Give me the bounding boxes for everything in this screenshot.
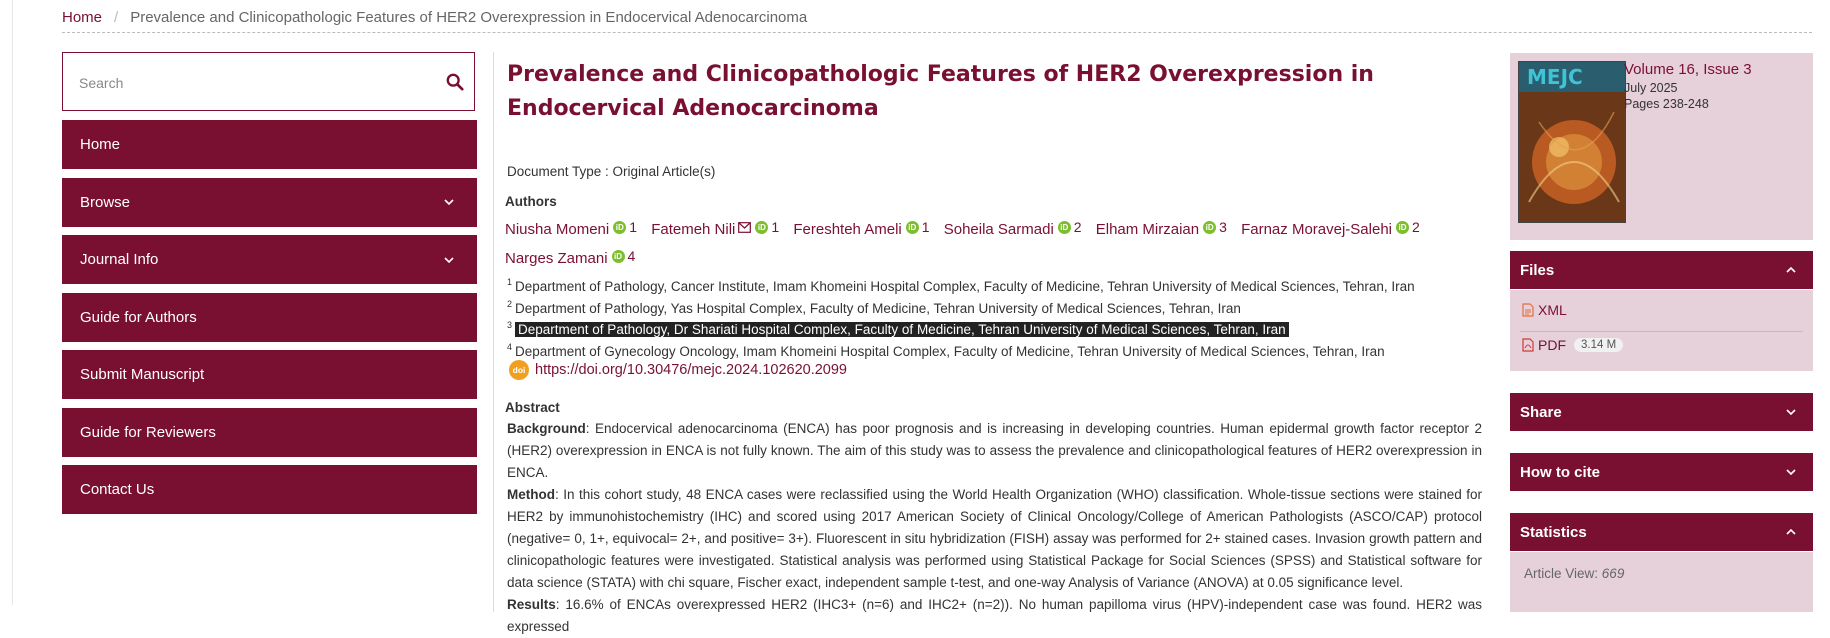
chevron-down-icon (1785, 406, 1797, 418)
file-label: PDF (1538, 337, 1566, 353)
sidebar-nav (62, 120, 477, 523)
issue-title-link[interactable]: Volume 16, Issue 3 (1624, 61, 1752, 78)
statistics-panel-body (1510, 552, 1813, 612)
affiliation-number: 4 (627, 248, 636, 264)
author-link[interactable]: Soheila Sarmadi (943, 221, 1054, 238)
file-pdf[interactable] (1522, 337, 1623, 353)
search-box (62, 52, 475, 111)
doi-icon: doi (509, 360, 529, 380)
issue-box (1510, 53, 1813, 240)
panel-title: How to cite (1520, 463, 1601, 481)
article-main (505, 52, 1482, 634)
statistics-panel-header[interactable] (1510, 513, 1813, 551)
orcid-icon[interactable]: iD (906, 221, 919, 234)
email-icon[interactable] (738, 222, 751, 233)
affiliation-number: 1 (507, 277, 513, 287)
search-input[interactable] (77, 69, 421, 97)
abstract-heading: Abstract (505, 400, 560, 415)
files-panel-header[interactable] (1510, 251, 1813, 289)
breadcrumb-separator: / (114, 8, 119, 26)
affiliation-item (507, 337, 1487, 359)
orcid-icon[interactable]: iD (1058, 221, 1071, 234)
author-list (505, 214, 1480, 272)
affiliation-number: 3 (1219, 219, 1227, 235)
breadcrumb-divider (62, 32, 1812, 33)
xml-file-icon (1522, 303, 1534, 317)
author-link[interactable]: Niusha Momeni (505, 221, 610, 238)
sidebar-item-label: Guide for Reviewers (80, 423, 216, 441)
document-type: Document Type : Original Article(s) (507, 164, 716, 179)
journal-cover-image[interactable] (1518, 61, 1626, 223)
author-link[interactable]: Narges Zamani (505, 250, 608, 267)
affiliation-number: 1 (921, 219, 930, 235)
orcid-icon[interactable]: iD (612, 250, 625, 263)
author-item (793, 221, 929, 238)
orcid-icon[interactable]: iD (1203, 221, 1216, 234)
sidebar-item-label: Journal Info (80, 251, 159, 268)
orcid-icon[interactable]: iD (613, 221, 626, 234)
abstract-method (507, 484, 1482, 594)
abstract-body (507, 418, 1482, 638)
sidebar-item-label: Contact Us (80, 481, 155, 498)
abstract-text: : Endocervical adenocarcinoma (ENCA) has poor prognosis and is increasing in developing countries. Human epidermal growth factor receptor 2 (HER2) overexpression in ENCA is not fully known. The aim of this study was to assess the prevalence and clinicopathological features of HER2 overexpression in ENCA. (507, 421, 1482, 480)
orcid-icon[interactable]: iD (1396, 221, 1409, 234)
chevron-down-icon (443, 254, 455, 266)
stat-value: 669 (1601, 566, 1625, 581)
abstract-text: : 16.6% of ENCAs overexpressed HER2 (IHC3+ (n=6) and IHC2+ (n=2)). No human papilloma virus (HPV)-independent case was found. HER2 was expressed (507, 597, 1482, 634)
issue-info (1624, 61, 1752, 111)
breadcrumb (62, 2, 1830, 32)
affiliation-item-selected (507, 315, 1487, 337)
affiliation-number: 1 (629, 219, 638, 235)
cover-artwork (1519, 62, 1625, 222)
file-label: XML (1538, 302, 1567, 318)
author-item (505, 250, 635, 267)
left-edge-strip (0, 0, 13, 605)
share-panel-header[interactable] (1510, 393, 1813, 431)
author-item (505, 221, 637, 238)
affiliation-number: 3 (507, 320, 513, 330)
chevron-down-icon (443, 196, 455, 208)
affiliation-text: Department of Pathology, Yas Hospital Complex, Faculty of Medicine, Tehran University of Medical Sciences, Tehran, Iran (515, 300, 1241, 316)
author-link[interactable]: Elham Mirzaian (1095, 221, 1200, 238)
issue-pages: Pages 238-248 (1624, 97, 1709, 111)
file-size-badge: 3.14 M (1574, 338, 1623, 352)
panel-title: Share (1520, 403, 1562, 421)
breadcrumb-current: Prevalence and Clinicopathologic Features of HER2 Overexpression in Endocervical Adenocarcinoma (130, 8, 808, 26)
issue-date: July 2025 (1624, 81, 1678, 95)
author-link[interactable]: Farnaz Moravej-Salehi (1241, 221, 1392, 238)
page-title: Prevalence and Clinicopathologic Features of HER2 Overexpression in Endocervical Adenocarcinoma (507, 62, 1374, 121)
column-divider (493, 52, 494, 612)
author-item (944, 221, 1082, 238)
abstract-text: : In this cohort study, 48 ENCA cases were reclassified using the World Health Organization (WHO) classification. Whole-tissue sections were stained for HER2 by immunohistochemistry (IHC) and scored using 2017 American Society of Clinical Oncology/College of American Pathologists (ASCO/CAP) protocol (negative= 0, 1+, equivocal= 2+, and positive= 3+). Fluorescent in situ hybridization (FISH) assay was performed for 2+ stained cases. Invasion growth pattern and clinicopathologic features were investigated. Statistical analysis was performed using Statistical Package for Social Sciences (SPSS) and Statistical software for data science (STATA) with chi square, Fischer exact, independent sample t-test, and one-way Analysis of Variance (ANOVA) at 0.05 significance level. (507, 487, 1482, 590)
affiliation-item (507, 272, 1487, 294)
sidebar-item-submit-manuscript[interactable] (62, 350, 477, 399)
affiliation-list (507, 272, 1487, 358)
affiliation-text: Department of Gynecology Oncology, Imam Khomeini Hospital Complex, Faculty of Medicine, Tehran University of Medical Sciences, Tehran, Iran (515, 343, 1385, 359)
panel-title: Statistics (1520, 523, 1587, 541)
breadcrumb-home-link[interactable]: Home (62, 8, 103, 26)
files-panel-body (1510, 290, 1813, 371)
search-icon[interactable] (446, 73, 464, 91)
sidebar-item-label: Submit Manuscript (80, 366, 205, 383)
sidebar-item-browse[interactable] (62, 178, 477, 227)
author-item (1096, 221, 1227, 238)
sidebar-item-label: Guide for Authors (80, 308, 197, 326)
abstract-label: Background (507, 421, 586, 436)
chevron-up-icon (1785, 264, 1797, 276)
affiliation-number: 4 (507, 341, 513, 352)
abstract-label: Method (507, 487, 555, 502)
sidebar-item-guide-for-reviewers[interactable] (62, 408, 477, 457)
orcid-icon[interactable]: iD (755, 221, 768, 234)
abstract-background (507, 418, 1482, 484)
stat-label: Article View: (1524, 566, 1599, 581)
author-link[interactable]: Fatemeh Nili (651, 221, 736, 238)
sidebar-item-label: Browse (80, 193, 131, 211)
affiliation-number: 2 (1412, 219, 1420, 235)
abstract-label: Results (507, 597, 556, 612)
cover-logo-text: MEJC (1527, 65, 1583, 89)
authors-heading: Authors (505, 194, 557, 209)
doi-link[interactable]: https://doi.org/10.30476/mejc.2024.102620.2099 (535, 362, 847, 378)
affiliation-number: 2 (507, 298, 513, 309)
affiliation-item (507, 294, 1487, 316)
sidebar-item-home[interactable] (62, 120, 477, 169)
abstract-results (507, 594, 1482, 638)
sidebar-item-guide-for-authors[interactable] (62, 293, 477, 342)
author-item (651, 221, 779, 238)
files-divider (1520, 331, 1803, 332)
pdf-file-icon (1522, 338, 1534, 352)
affiliation-number: 1 (771, 219, 780, 235)
chevron-down-icon (1785, 466, 1797, 478)
affiliation-text: Department of Pathology, Cancer Institute, Imam Khomeini Hospital Complex, Faculty of Medicine, Tehran University of Medical Sciences, Tehran, Iran (515, 279, 1415, 294)
author-item (1241, 221, 1420, 238)
affiliation-number: 2 (1073, 219, 1082, 235)
how-to-cite-panel-header[interactable] (1510, 453, 1813, 491)
chevron-up-icon (1785, 526, 1797, 538)
panel-title: Files (1520, 261, 1555, 279)
sidebar-item-journal-info[interactable] (62, 235, 477, 284)
file-xml[interactable] (1522, 302, 1567, 318)
article-view-stat (1524, 566, 1624, 581)
sidebar-item-label: Home (80, 136, 121, 153)
doi-row (509, 360, 847, 380)
sidebar-item-contact-us[interactable] (62, 465, 477, 514)
author-link[interactable]: Fereshteh Ameli (793, 221, 902, 238)
affiliation-text: Department of Pathology, Dr Shariati Hospital Complex, Faculty of Medicine, Tehran University of Medical Sciences, Tehran, Iran (515, 322, 1289, 337)
